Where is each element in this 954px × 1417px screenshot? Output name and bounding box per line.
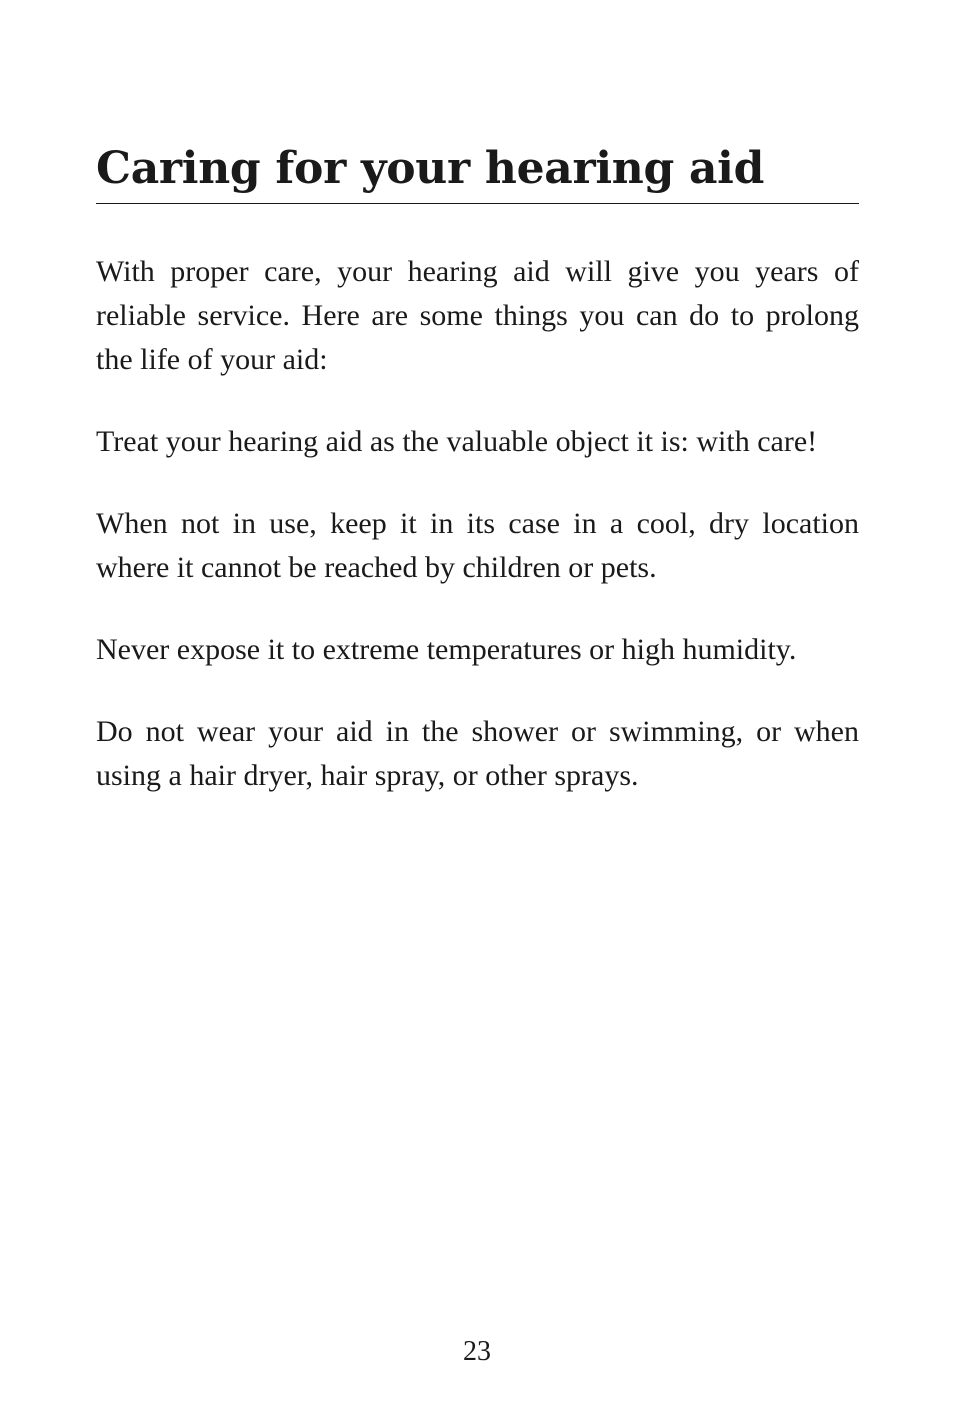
paragraph-temperature: Never expose it to extreme temperatures or high humidity. bbox=[96, 633, 797, 666]
page-title: Caring for your hearing aid bbox=[96, 143, 765, 194]
body-text bbox=[96, 250, 859, 798]
document-page bbox=[96, 0, 859, 836]
paragraph-treat-with-care: Treat your hearing aid as the valuable object it is: with care! bbox=[96, 425, 818, 458]
title-divider bbox=[96, 203, 859, 204]
paragraph-storage: When not in use, keep it in its case in a cool, dry location where it cannot be reached by children or pets. bbox=[96, 507, 859, 584]
page-number: 23 bbox=[463, 1336, 491, 1367]
paragraph-water-sprays: Do not wear your aid in the shower or swimming, or when using a hair dryer, hair spray, or other sprays. bbox=[96, 715, 859, 792]
paragraph-intro: With proper care, your hearing aid will give you years of reliable service. Here are some things you can do to prolong the life of your aid: bbox=[96, 255, 859, 376]
